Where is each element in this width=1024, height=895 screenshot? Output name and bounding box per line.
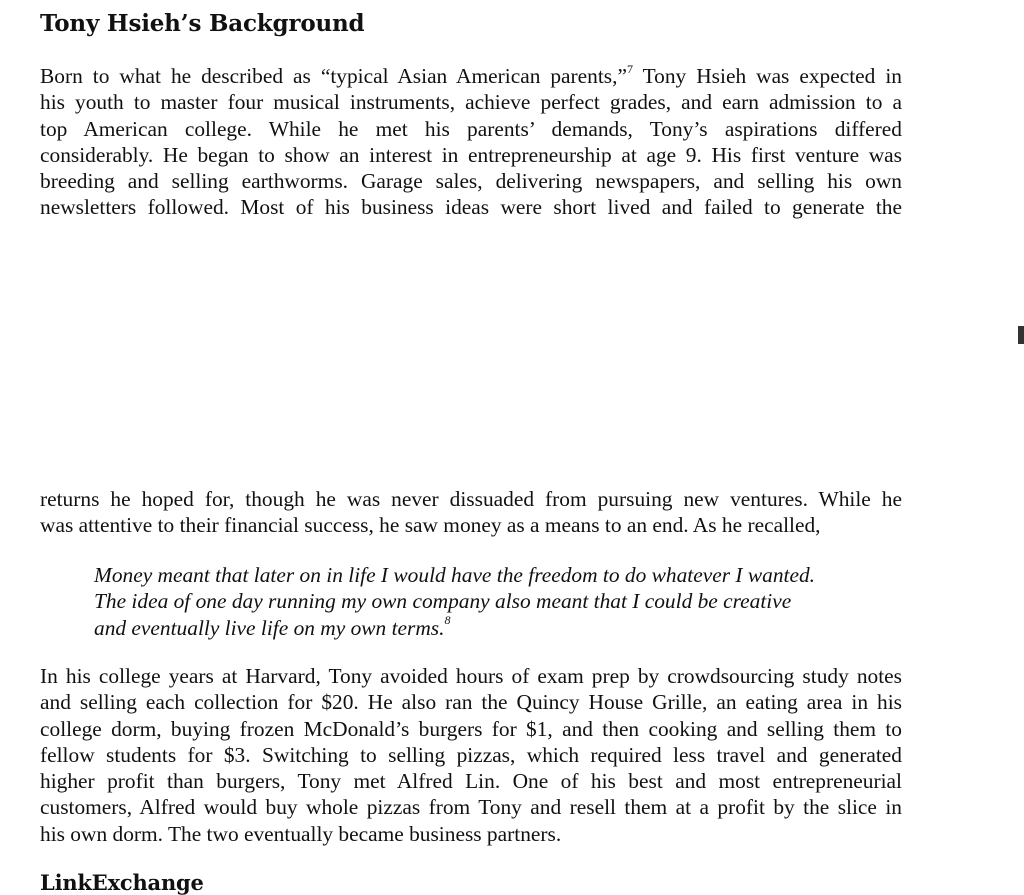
text-line: customers, Alfred would buy whole pizzas from Tony and resell them at a profit by the slice in	[40, 795, 902, 820]
text-line: his own dorm. The two eventually became business partners.	[40, 821, 562, 846]
text-line: considerably. He began to show an interest in entrepreneurship at age 9. His first venture was	[40, 142, 902, 167]
paragraph-college-years	[40, 663, 902, 847]
footnote-ref-7[interactable]: 7	[626, 61, 633, 76]
text-line: higher profit than burgers, Tony met Alfred Lin. One of his best and most entrepreneurial	[40, 769, 902, 794]
text-line: returns he hoped for, though he was never dissuaded from pursuing new ventures. While he	[40, 487, 902, 511]
text-line: top American college. While he met his parents’ demands, Tony’s aspirations differed	[40, 116, 902, 141]
footnote-ref-8[interactable]: 8	[444, 613, 451, 628]
text-line: Born to what he described as “typical Asian American parents,”$^7$ Tony Hsieh was expected in	[40, 61, 902, 88]
section-heading-linkexchange: LinkExchange	[40, 870, 204, 895]
quote-line: and eventually live life on my own terms.$^8$	[94, 613, 451, 640]
quote-line: Money meant that later on in life I would have the freedom to do whatever I wanted.	[94, 563, 815, 587]
quote-line: The idea of one day running my own company also meant that I could be creative	[94, 589, 792, 614]
section-heading-background: Tony Hsieh’s Background	[40, 10, 365, 37]
text-line: In his college years at Harvard, Tony avoided hours of exam prep by crowdsourcing study notes	[40, 664, 902, 688]
text-line: newsletters followed. Most of his business ideas were short lived and failed to generate the	[40, 195, 902, 220]
text-line: was attentive to their financial success, he saw money as a means to an end. As he recalled,	[40, 513, 821, 538]
page-edge-marker	[1018, 326, 1024, 344]
text-line: his youth to master four musical instruments, achieve perfect grades, and earn admission to a	[40, 90, 902, 115]
paragraph-background-intro	[40, 63, 902, 221]
text-line: breeding and selling earthworms. Garage sales, delivering newspapers, and selling his own	[40, 169, 902, 194]
block-quote	[94, 562, 854, 641]
text-line: college dorm, buying frozen McDonald’s burgers for $1, and then cooking and selling them to	[40, 716, 902, 741]
text-line: fellow students for $3. Switching to selling pizzas, which required less travel and generated	[40, 742, 902, 767]
paragraph-background-continued	[40, 486, 902, 539]
text-line: and selling each collection for $20. He also ran the Quincy House Grille, an eating area in his	[40, 690, 902, 715]
